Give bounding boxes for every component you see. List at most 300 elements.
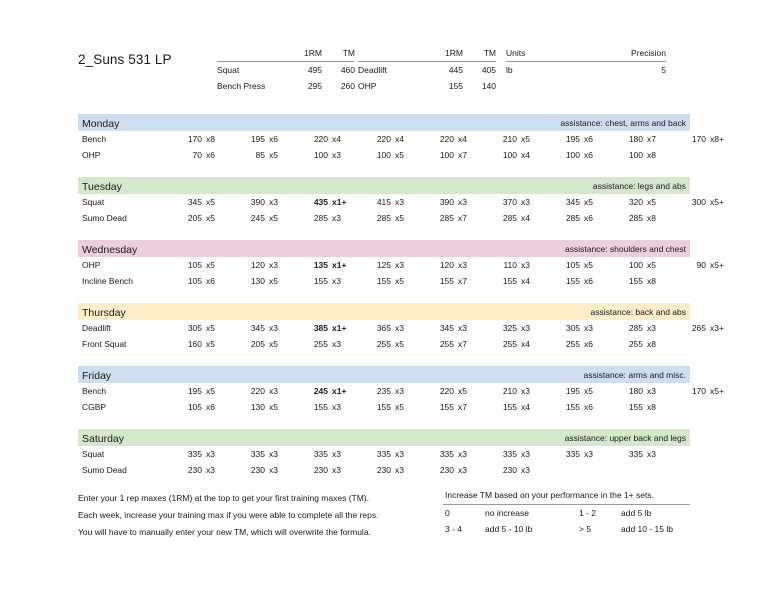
set-weight: 435 <box>313 197 328 207</box>
set-weight: 345 <box>187 197 202 207</box>
day-name: Friday <box>82 370 112 382</box>
set-reps: x7 <box>458 213 467 223</box>
set-reps: x1+ <box>332 260 347 270</box>
set-reps: x3 <box>647 449 656 459</box>
set-reps <box>706 446 741 462</box>
set-weight: 160 <box>187 339 202 349</box>
set-reps: x3 <box>395 197 404 207</box>
set-weight: 255 <box>565 339 580 349</box>
set-weight: 155 <box>313 402 328 412</box>
table-row <box>78 320 741 336</box>
set-reps: x3 <box>647 323 656 333</box>
units-field[interactable]: lb <box>506 65 513 75</box>
set-reps <box>706 462 741 478</box>
table-row <box>443 521 690 537</box>
set-weight: 325 <box>502 323 517 333</box>
instructions-notes <box>78 490 428 541</box>
set-weight: 300 <box>691 197 706 207</box>
set-weight: 390 <box>250 197 265 207</box>
table-row <box>78 446 741 462</box>
reps-range: 3 - 4 <box>445 524 463 534</box>
set-reps: x1+ <box>332 323 347 333</box>
day-block <box>78 303 724 352</box>
set-weight: 305 <box>565 323 580 333</box>
set-reps: x5 <box>647 260 656 270</box>
exercise-name: OHP <box>82 260 101 270</box>
set-weight: 390 <box>439 197 454 207</box>
set-reps: x6 <box>206 402 215 412</box>
set-reps: x3 <box>395 449 404 459</box>
set-weight: 255 <box>502 339 517 349</box>
set-reps: x8 <box>647 339 656 349</box>
set-reps: x5 <box>206 197 215 207</box>
set-reps: x3 <box>458 197 467 207</box>
set-reps: x3 <box>521 323 530 333</box>
set-reps <box>580 462 615 478</box>
set-weight: 230 <box>187 465 202 475</box>
set-reps: x6 <box>206 150 215 160</box>
max-table-squat-bench <box>217 48 355 94</box>
table-row <box>78 462 741 478</box>
set-weight: 135 <box>313 260 328 270</box>
set-weight <box>678 462 706 478</box>
day-block <box>78 366 724 415</box>
set-reps: x5 <box>395 276 404 286</box>
day-sets-table <box>78 320 741 352</box>
set-weight: 155 <box>376 402 391 412</box>
training-max-field[interactable]: 140 <box>481 81 496 91</box>
set-weight: 285 <box>565 213 580 223</box>
set-reps: x5 <box>206 339 215 349</box>
table-row <box>78 131 741 147</box>
set-reps <box>706 147 741 163</box>
set-reps: x8 <box>206 134 215 144</box>
page-title: 2_Suns 531 LP <box>78 52 172 67</box>
set-reps: x4 <box>521 150 530 160</box>
set-weight: 170 <box>187 134 202 144</box>
set-reps: x7 <box>647 134 656 144</box>
day-block <box>78 114 724 163</box>
day-assistance-note: assistance: legs and abs <box>592 181 686 191</box>
set-reps: x3 <box>395 323 404 333</box>
increase-amount: no increase <box>485 508 529 518</box>
exercise-name: Sumo Dead <box>82 465 127 475</box>
set-reps: x7 <box>458 402 467 412</box>
table-row <box>443 505 690 521</box>
set-reps: x7 <box>458 276 467 286</box>
table-header-row <box>506 48 666 62</box>
set-reps: x5 <box>395 402 404 412</box>
day-assistance-note: assistance: back and abs <box>590 307 686 317</box>
set-weight: 285 <box>628 323 643 333</box>
exercise-name: Front Squat <box>82 339 127 349</box>
table-row <box>78 399 741 415</box>
increase-amount: add 5 lb <box>621 508 652 518</box>
set-reps: x3 <box>269 386 278 396</box>
set-reps: x3+ <box>710 323 724 333</box>
set-weight: 335 <box>628 449 643 459</box>
set-weight: 120 <box>250 260 265 270</box>
set-weight: 365 <box>376 323 391 333</box>
set-reps: x5 <box>269 339 278 349</box>
set-weight: 335 <box>187 449 202 459</box>
set-reps: x5 <box>206 260 215 270</box>
workout-days-list <box>78 114 724 492</box>
set-reps: x3 <box>332 213 341 223</box>
set-reps: x5 <box>584 197 593 207</box>
set-weight: 100 <box>313 150 328 160</box>
set-weight: 265 <box>691 323 706 333</box>
set-weight: 335 <box>313 449 328 459</box>
set-reps: x3 <box>269 197 278 207</box>
set-weight: 100 <box>502 150 517 160</box>
set-weight: 335 <box>439 449 454 459</box>
one-rep-max-field[interactable]: 295 <box>307 81 322 91</box>
day-header <box>78 429 690 446</box>
set-reps: x3 <box>332 465 341 475</box>
set-weight: 205 <box>187 213 202 223</box>
header-area <box>78 48 690 106</box>
set-reps: x7 <box>458 150 467 160</box>
set-reps: x3 <box>332 150 341 160</box>
set-weight: 90 <box>696 260 706 270</box>
lift-name: Bench Press <box>217 81 266 91</box>
set-weight <box>552 462 580 478</box>
set-weight: 285 <box>313 213 328 223</box>
set-reps: x3 <box>521 386 530 396</box>
set-weight: 180 <box>628 134 643 144</box>
reps-range: 1 - 2 <box>579 508 597 518</box>
set-reps: x5 <box>206 323 215 333</box>
set-reps: x5 <box>269 150 278 160</box>
set-reps: x4 <box>521 213 530 223</box>
set-reps: x3 <box>584 449 593 459</box>
set-weight: 345 <box>250 323 265 333</box>
set-reps: x3 <box>332 276 341 286</box>
set-weight: 230 <box>439 465 454 475</box>
set-weight: 285 <box>439 213 454 223</box>
day-block <box>78 177 724 226</box>
table-header-row <box>358 48 496 62</box>
exercise-name: Sumo Dead <box>82 213 127 223</box>
set-reps: x3 <box>647 386 656 396</box>
set-weight: 205 <box>250 339 265 349</box>
set-weight: 415 <box>376 197 391 207</box>
set-weight: 120 <box>439 260 454 270</box>
one-rep-max-field[interactable]: 445 <box>448 65 463 75</box>
set-reps: x3 <box>458 449 467 459</box>
table-row <box>78 147 741 163</box>
set-reps: x6 <box>584 402 593 412</box>
day-assistance-note: assistance: shoulders and chest <box>565 244 686 254</box>
set-weight: 105 <box>187 276 202 286</box>
day-assistance-note: assistance: chest, arms and back <box>560 118 686 128</box>
set-weight: 255 <box>628 339 643 349</box>
set-reps: x4 <box>458 134 467 144</box>
set-reps: x5 <box>395 150 404 160</box>
set-weight: 155 <box>502 276 517 286</box>
col-1rm-header: 1RM <box>289 48 322 62</box>
day-sets-table <box>78 194 741 226</box>
table-row <box>358 62 496 79</box>
settings-table <box>506 48 666 78</box>
set-weight <box>615 462 643 478</box>
day-header <box>78 303 690 320</box>
set-reps <box>706 210 741 226</box>
set-reps: x6 <box>584 339 593 349</box>
set-weight <box>678 273 706 289</box>
set-weight: 155 <box>376 276 391 286</box>
set-reps: x3 <box>458 323 467 333</box>
set-weight: 220 <box>376 134 391 144</box>
day-name: Saturday <box>82 433 125 445</box>
set-reps: x8 <box>647 276 656 286</box>
set-weight: 220 <box>439 134 454 144</box>
set-reps: x6 <box>584 134 593 144</box>
set-weight: 210 <box>502 386 517 396</box>
set-reps: x6 <box>206 276 215 286</box>
set-weight: 285 <box>376 213 391 223</box>
increase-amount: add 5 - 10 lb <box>485 524 533 534</box>
set-reps: x5 <box>395 339 404 349</box>
set-reps: x5 <box>584 386 593 396</box>
table-row <box>78 273 741 289</box>
precision-field[interactable]: 5 <box>661 65 666 75</box>
tm-guide-table <box>443 505 690 537</box>
set-weight: 335 <box>565 449 580 459</box>
set-weight: 345 <box>565 197 580 207</box>
set-weight: 255 <box>376 339 391 349</box>
set-weight: 220 <box>313 134 328 144</box>
training-max-field[interactable]: 460 <box>340 65 355 75</box>
set-reps: x6 <box>584 276 593 286</box>
training-max-field[interactable]: 405 <box>481 65 496 75</box>
col-units-header: Units <box>506 48 566 62</box>
set-weight: 100 <box>628 150 643 160</box>
set-weight: 155 <box>565 402 580 412</box>
day-sets-table <box>78 257 741 289</box>
set-reps: x3 <box>395 465 404 475</box>
set-reps: x3 <box>206 465 215 475</box>
set-weight: 385 <box>313 323 328 333</box>
set-reps: x1+ <box>332 197 347 207</box>
set-weight: 255 <box>439 339 454 349</box>
set-weight: 155 <box>628 402 643 412</box>
set-weight: 235 <box>376 386 391 396</box>
set-reps: x5 <box>584 260 593 270</box>
set-weight: 130 <box>250 276 265 286</box>
set-weight: 195 <box>565 134 580 144</box>
set-reps: x3 <box>269 465 278 475</box>
set-weight <box>678 399 706 415</box>
day-name: Thursday <box>82 307 126 319</box>
lift-name: Squat <box>217 65 240 75</box>
table-row <box>217 62 355 79</box>
set-weight: 230 <box>250 465 265 475</box>
set-weight: 230 <box>313 465 328 475</box>
set-weight: 305 <box>187 323 202 333</box>
note-line: Each week, increase your training max if you were able to complete all the reps. <box>78 510 379 520</box>
set-weight: 85 <box>255 150 265 160</box>
set-weight: 100 <box>439 150 454 160</box>
set-reps: x8 <box>647 213 656 223</box>
day-assistance-note: assistance: arms and misc. <box>583 370 686 380</box>
lift-name: OHP <box>358 81 377 91</box>
exercise-name: Bench <box>82 134 107 144</box>
table-row <box>217 78 355 94</box>
set-reps: x3 <box>584 323 593 333</box>
set-reps: x5 <box>395 213 404 223</box>
col-tm-header: TM <box>322 48 355 62</box>
col-lift-header <box>217 48 289 62</box>
set-reps: x3 <box>521 465 530 475</box>
max-table <box>358 48 496 94</box>
set-reps: x6 <box>584 150 593 160</box>
col-1rm-header: 1RM <box>430 48 463 62</box>
set-reps: x5 <box>269 213 278 223</box>
set-reps: x1+ <box>332 386 347 396</box>
set-reps: x5+ <box>710 386 724 396</box>
set-weight: 220 <box>250 386 265 396</box>
note-line: Enter your 1 rep maxes (1RM) at the top to get your first training maxes (TM). <box>78 493 369 503</box>
table-row <box>358 78 496 94</box>
day-header <box>78 114 690 131</box>
set-reps <box>706 399 741 415</box>
max-table-deadlift-ohp <box>358 48 496 94</box>
table-row <box>78 257 741 273</box>
day-block <box>78 240 724 289</box>
exercise-name: CGBP <box>82 402 107 412</box>
set-reps: x6 <box>269 134 278 144</box>
set-weight: 220 <box>439 386 454 396</box>
set-weight: 370 <box>502 197 517 207</box>
set-reps: x4 <box>521 276 530 286</box>
day-name: Wednesday <box>82 244 138 256</box>
set-reps: x5+ <box>710 197 724 207</box>
set-reps: x5 <box>206 213 215 223</box>
col-tm-header: TM <box>463 48 496 62</box>
set-weight <box>678 147 706 163</box>
set-reps: x5 <box>206 386 215 396</box>
set-weight: 335 <box>502 449 517 459</box>
set-reps: x3 <box>269 260 278 270</box>
one-rep-max-field[interactable]: 495 <box>307 65 322 75</box>
set-reps: x6 <box>584 213 593 223</box>
set-reps: x3 <box>332 449 341 459</box>
set-weight <box>678 210 706 226</box>
col-precision-header: Precision <box>566 48 666 62</box>
exercise-name: Incline Bench <box>82 276 134 286</box>
day-header <box>78 366 690 383</box>
set-reps: x3 <box>458 465 467 475</box>
max-table <box>217 48 355 94</box>
reps-range: > 5 <box>579 524 592 534</box>
set-weight: 230 <box>502 465 517 475</box>
set-weight: 230 <box>376 465 391 475</box>
set-weight: 70 <box>192 150 202 160</box>
set-weight: 335 <box>376 449 391 459</box>
set-reps: x4 <box>521 402 530 412</box>
set-weight <box>678 446 706 462</box>
one-rep-max-field[interactable]: 155 <box>448 81 463 91</box>
set-weight: 130 <box>250 402 265 412</box>
set-reps: x3 <box>332 339 341 349</box>
set-reps: x8+ <box>710 134 724 144</box>
set-weight: 195 <box>565 386 580 396</box>
tm-guide-title: Increase TM based on your performance in the 1+ sets. <box>443 490 690 505</box>
increase-amount: add 10 - 15 lb <box>621 524 673 534</box>
set-weight: 345 <box>439 323 454 333</box>
day-header <box>78 177 690 194</box>
set-reps: x8 <box>647 402 656 412</box>
day-header <box>78 240 690 257</box>
set-reps: x8 <box>647 150 656 160</box>
set-reps: x7 <box>458 339 467 349</box>
exercise-name: OHP <box>82 150 101 160</box>
set-reps: x3 <box>269 323 278 333</box>
set-reps: x5 <box>269 276 278 286</box>
set-weight: 285 <box>502 213 517 223</box>
set-weight: 155 <box>313 276 328 286</box>
set-reps: x5 <box>521 134 530 144</box>
set-weight: 255 <box>313 339 328 349</box>
table-row <box>506 62 666 79</box>
set-weight: 155 <box>502 402 517 412</box>
set-weight: 155 <box>439 402 454 412</box>
set-reps: x3 <box>521 260 530 270</box>
set-weight: 100 <box>628 260 643 270</box>
set-weight: 100 <box>565 150 580 160</box>
exercise-name: Deadlift <box>82 323 111 333</box>
day-sets-table <box>78 131 741 163</box>
set-weight: 155 <box>565 276 580 286</box>
set-reps: x5+ <box>710 260 724 270</box>
set-weight: 170 <box>691 134 706 144</box>
set-weight: 195 <box>250 134 265 144</box>
set-reps: x3 <box>269 449 278 459</box>
set-weight: 245 <box>250 213 265 223</box>
set-reps: x3 <box>521 449 530 459</box>
day-block <box>78 429 690 478</box>
set-weight: 335 <box>250 449 265 459</box>
set-weight: 155 <box>628 276 643 286</box>
set-reps: x3 <box>395 260 404 270</box>
set-weight: 245 <box>313 386 328 396</box>
set-weight: 180 <box>628 386 643 396</box>
set-reps: x4 <box>521 339 530 349</box>
set-weight: 320 <box>628 197 643 207</box>
set-reps: x4 <box>332 134 341 144</box>
day-name: Tuesday <box>82 181 122 193</box>
table-row <box>78 336 741 352</box>
training-max-field[interactable]: 260 <box>340 81 355 91</box>
set-weight: 100 <box>376 150 391 160</box>
set-weight: 105 <box>565 260 580 270</box>
set-weight <box>678 336 706 352</box>
set-reps: x5 <box>458 386 467 396</box>
set-reps: x3 <box>332 402 341 412</box>
exercise-name: Squat <box>82 449 105 459</box>
day-name: Monday <box>82 118 120 130</box>
set-reps <box>643 462 678 478</box>
exercise-name: Squat <box>82 197 105 207</box>
set-weight: 105 <box>187 402 202 412</box>
set-weight: 210 <box>502 134 517 144</box>
set-reps <box>706 273 741 289</box>
set-reps: x5 <box>269 402 278 412</box>
note-line: You will have to manually enter your new TM, which will overwrite the formula. <box>78 527 371 537</box>
units-precision-table <box>506 48 666 78</box>
